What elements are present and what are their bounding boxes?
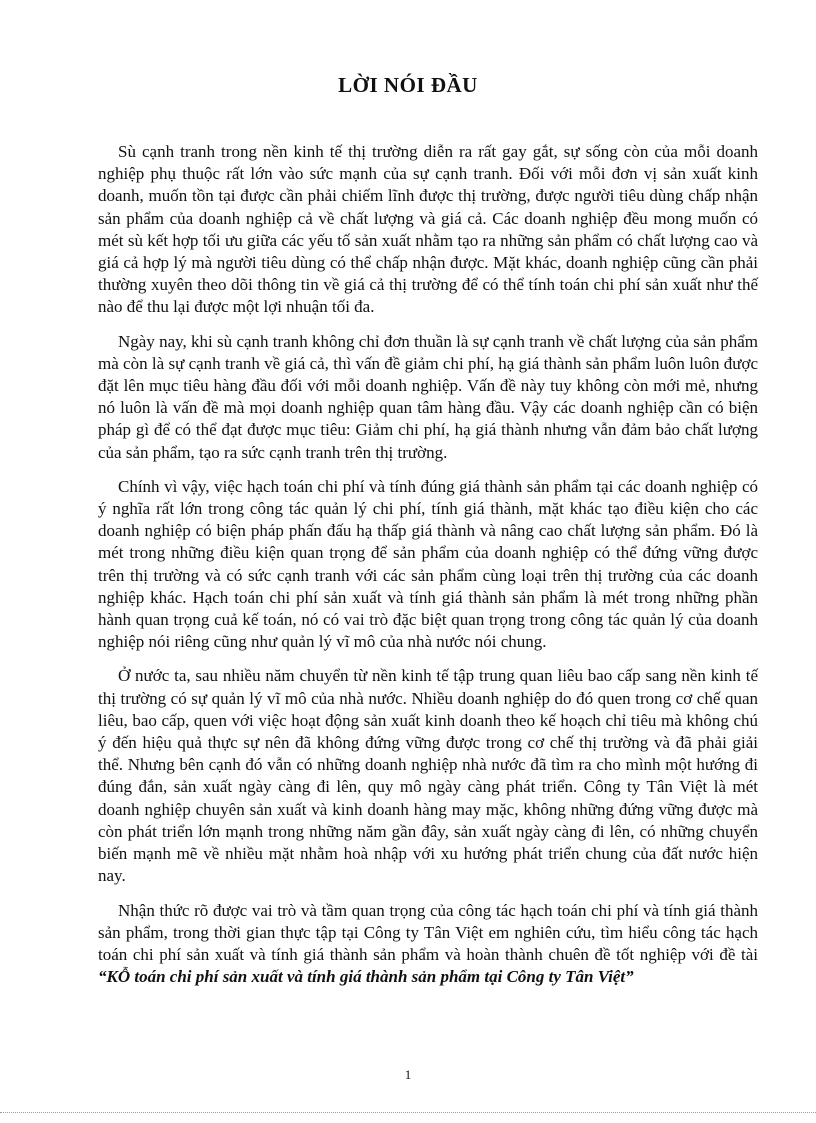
page-break-divider xyxy=(0,1112,816,1113)
paragraph-3: Chính vì vậy, việc hạch toán chi phí và tính đúng giá thành sản phẩm tại các doanh nghiệp có ý nghĩa rất lớn trong công tác quản lý chi phí, tính giá thành, mặt khác tạo điều kiện cho các doanh nghiệp có biện pháp phấn đấu hạ thấp giá thành và nâng cao chất lượng sản phẩm. Đó là mét trong những điều kiện quan trọng để sản phẩm của doanh nghiệp có thể đứng vững được trên thị trường và có sức cạnh tranh với các sản phẩm cùng loại trên thị trường của các doanh nghiệp khác. Hạch toán chi phí sản xuất và tính giá thành sản phẩm là mét trong những phần hành quan trọng cuả kế toán, nó có vai trò đặc biệt quan trọng trong công tác quản lý của doanh nghiệp nói riêng cũng như quản lý vĩ mô của nhà nước nói chung. xyxy=(98,476,758,652)
document-body xyxy=(98,141,758,1000)
paragraph-1: Sù cạnh tranh trong nền kinh tế thị trường diễn ra rất gay gắt, sự sống còn của mỗi doanh nghiệp phụ thuộc rất lớn vào sức mạnh của sự cạnh tranh. Đối với mỗi đơn vị sản xuất kinh doanh, muốn tồn tại được cần phải chiếm lĩnh được thị trường, được người tiêu dùng chấp nhận sản phẩm của doanh nghiệp cả về chất lượng và giá cả. Các doanh nghiệp đều mong muốn có mét sù kết hợp tối ưu giữa các yếu tố sản xuất nhằm tạo ra những sản phẩm có chất lượng cao và giá cả hợp lý mà người tiêu dùng có thể chấp nhận được. Mặt khác, doanh nghiệp cũng cần phải thường xuyên theo dõi thông tin về giá cả thị trường để có thể tính toán chi phí sản xuất như thế nào để thu lại được một lợi nhuận tối đa. xyxy=(98,142,758,317)
paragraph-2: Ngày nay, khi sù cạnh tranh không chỉ đơn thuần là sự cạnh tranh về chất lượng của sản phẩm mà còn là sự cạnh tranh về giá cả, thì vấn đề giảm chi phí, hạ giá thành sản phẩm luôn luôn được đặt lên mục tiêu hàng đầu đối với mỗi doanh nghiệp. Vấn đề này tuy không còn mới mẻ, nhưng nó luôn là vấn đề mà mọi doanh nghiệp quan tâm hàng đầu. Vậy các doanh nghiệp cần có biện pháp gì để có thể đạt được mục tiêu: Giảm chi phí, hạ giá thành nhưng vẫn đảm bảo chất lượng của sản phẩm, tạo ra sức cạnh tranh trên thị trường. xyxy=(98,331,758,462)
page-number: 1 xyxy=(404,1067,412,1082)
page-title: LỜI NÓI ĐẦU xyxy=(338,73,478,97)
paragraph-5-text: Nhận thức rõ được vai trò và tầm quan trọng của công tác hạch toán chi phí và tính giá thành sản phẩm, trong thời gian thực tập tại Công ty Tân Việt em nghiên cứu, tìm hiểu công tác hạch toán chi phí sản xuất và tính giá thành sản phẩm và hoàn thành chuên đề tốt nghiệp với đề tài xyxy=(98,900,758,964)
paragraph-4: Ở nước ta, sau nhiều năm chuyển từ nền kinh tế tập trung quan liêu bao cấp sang nền kinh tế thị trường có sự quản lý vĩ mô của nhà nước. Nhiều doanh nghiệp do đó quen trong cơ chế quan liêu, bao cấp, quen với việc hoạt động sản xuất kinh doanh theo kế hoạch chỉ tiêu mà không chú ý đến hiệu quả thực sự nên đã không đứng vững được trong cơ chế thị trường và đã phải giải thể. Nhưng bên cạnh đó vẫn có những doanh nghiệp nhà nước đã tìm ra cho mình một hướng đi đúng đắn, sản xuất ngày càng đi lên, quy mô ngày càng phát triển. Công ty Tân Việt là mét doanh nghiệp chuyên sản xuất và kinh doanh hàng may mặc, không những đứng vững được mà còn phát triển lớn mạnh trong những năm gần đây, sản xuất ngày càng đi lên, có những chuyển biến mạnh mẽ về nhiều mặt nhằm hoà nhập với xu hướng phát triển chung của đất nước hiện nay. xyxy=(98,666,758,886)
paragraph-5 xyxy=(98,900,758,989)
thesis-topic: “KỖ toán chi phí sản xuất và tính giá thành sản phẩm tại Công ty Tân Việt” xyxy=(98,967,634,987)
